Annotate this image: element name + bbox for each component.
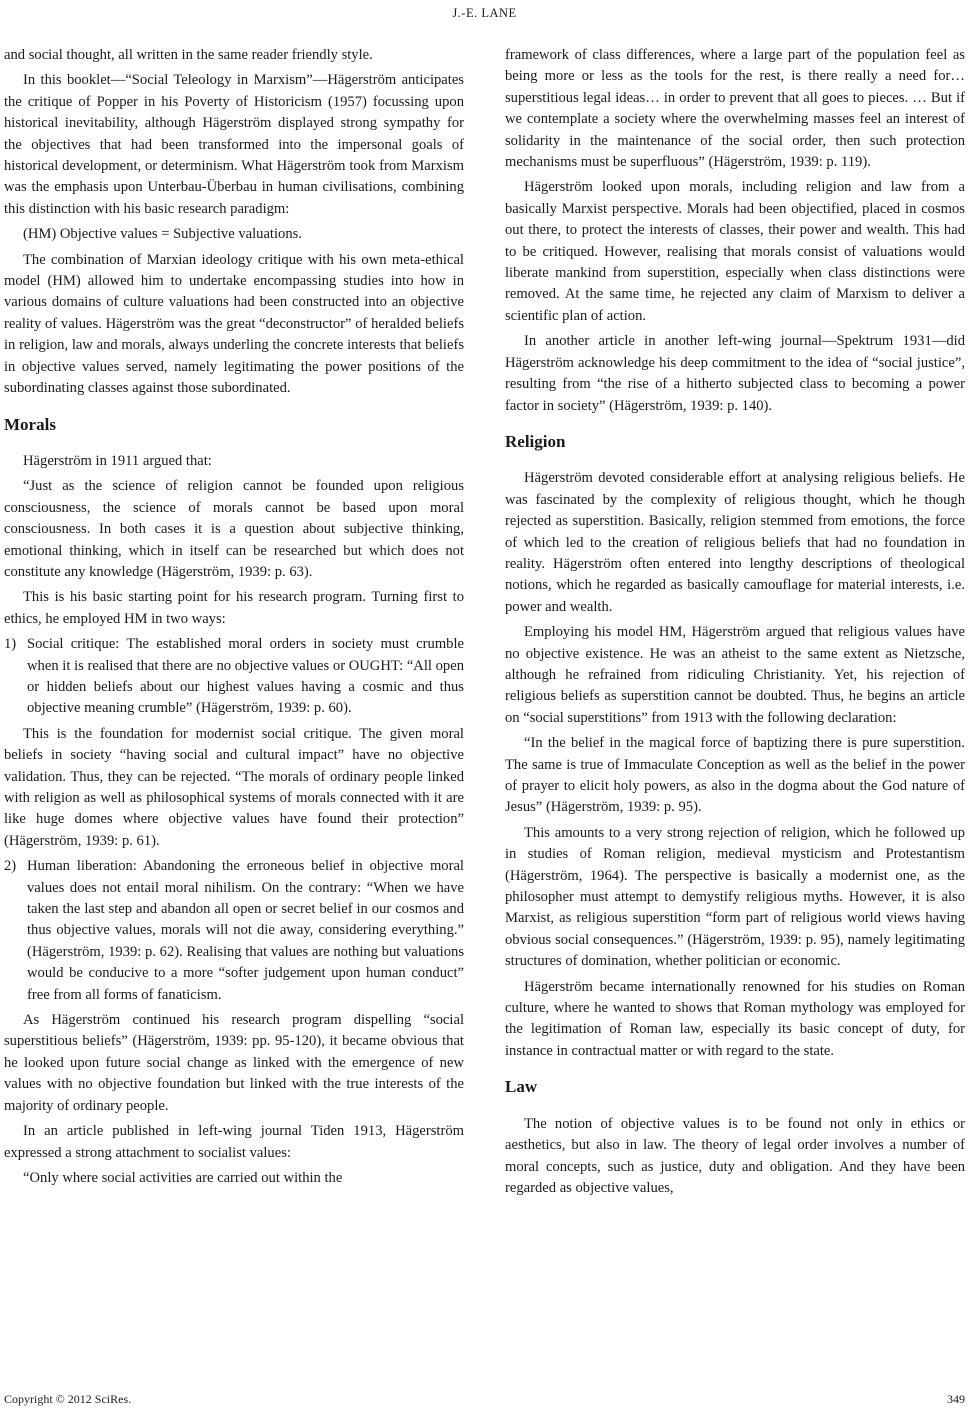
section-heading-morals: Morals <box>4 414 56 434</box>
paragraph: and social thought, all written in the same reader friendly style. <box>4 47 373 63</box>
list-item <box>4 856 464 1006</box>
numbered-list <box>4 856 464 1006</box>
paragraph: In an article published in left-wing journal Tiden 1913, Hägerström expressed a strong attachment to socialist values: <box>4 1123 464 1161</box>
copyright-notice: Copyright © 2012 SciRes. <box>4 1392 132 1406</box>
list-item <box>4 634 464 720</box>
quote-paragraph: “Just as the science of religion cannot be founded upon religious consciousness, the science of morals cannot be based upon moral consciousness. In both cases it is a question about subjective thinking, emotional thinking, which in itself can be researched but which does not constitute any knowledge (Hägerström, 1939: p. 63). <box>4 478 464 580</box>
list-number: 1) <box>4 636 17 653</box>
paragraph: This amounts to a very strong rejection of religion, which he followed up in studies of Roman religion, medieval mysticism and Protestantism (Hägerström, 1964). The perspective is basically a modernist one, as the philosopher must attempt to demystify religious myths. However, it is also Marxist, as religious superstition “form part of religious world views having obvious social consequences.” (Hägerström, 1939: p. 95), namely legitimating structures of domination, whether politician or economic. <box>505 824 965 970</box>
running-header: J.-E. LANE <box>452 6 517 20</box>
paragraph: Employing his model HM, Hägerström argued that religious values have no objective existence. He was an atheist to the same extent as Nietzsche, although he refrained from ridiculing Christianity. Yet, his rejection of religious beliefs as superstition cannot be doubted. Thus, he begins an article on “social superstitions” from 1913 with the following declaration: <box>505 624 965 726</box>
paragraph: The combination of Marxian ideology critique with his own meta-ethical model (HM) allowed him to undertake encompassing studies into how in various domains of culture valuations had been constructed into an objective reality of values. Hägerström was the great “deconstructor” of heralded beliefs in religion, law and morals, always underling the concrete interests that beliefs in objective values served, namely legitimating the power positions of the subordinating classes against those subordinated. <box>4 251 464 397</box>
section-heading-law: Law <box>505 1077 538 1097</box>
paragraph-model-hm: (HM) Objective values = Subjective valuations. <box>23 226 302 243</box>
left-column <box>4 45 464 1193</box>
numbered-list <box>4 634 464 720</box>
paragraph: Hägerström became internationally renowned for his studies on Roman culture, where he wanted to shows that Roman mythology was employed for the legitimation of Roman law, especially its basic concept of duty, for instance in contractual matter or with regard to the state. <box>505 978 965 1059</box>
list-item-text: Social critique: The established moral orders in society must crumble when it is realised that there are no objective values or OUGHT: “All open or hidden beliefs about our highest values having a cosmic and thus objective meaning crumble” (Hägerström, 1939: p. 60). <box>27 636 464 717</box>
paragraph: Hägerström devoted considerable effort at analysing religious beliefs. He was fascinated by the complexity of religious thought, which he though rejected as superstition. Basically, religion stemmed from emotions, the force of which led to the creation of religious beliefs that had no foundation in reality. Hägerström often entered into lengthy descriptions of theological notions, which he regarded as basically camouflage for material interests, i.e. power and wealth. <box>505 470 965 615</box>
paragraph: In another article in another left-wing journal—Spektrum 1931—did Hägerström acknowledge his deep commitment to the idea of “social justice”, resulting from “the rise of a hitherto subjected class to becoming a power factor in society” (Hägerström, 1939: p. 140). <box>505 333 965 414</box>
paragraph: Hägerström looked upon morals, including religion and law from a basically Marxist perspective. Morals had been objectified, placed in cosmos out there, to protect the interests of classes, their power and wealth. This had to be critiqued. However, realising that morals consist of valuations would liberate mankind from superstition, especially when class distinctions were removed. At the same time, he rejected any claim of Marxism to deliver a scientific plan of action. <box>505 179 965 324</box>
paragraph: This is the foundation for modernist social critique. The given moral beliefs in society “having social and cultural impact” have no objective validation. Thus, they can be rejected. “The morals of ordinary people linked with religion as well as philosophical systems of morals connected with it are like huge domes where objective values have found their protection” (Hägerström, 1939: p. 61). <box>4 725 464 849</box>
list-number: 2) <box>4 858 17 875</box>
quote-paragraph: framework of class differences, where a large part of the population feel as being more or less as the tools for the rest, is there really a need for… superstitious legal ideas… in order to prevent that all goes to pieces. … But if we contemplate a society where the overwhelming masses feel an interest of solidarity in the maintenance of the social order, then such protection mechanisms must be superfluous” (Hägerström, 1939: p. 119). <box>505 47 965 171</box>
paragraph: As Hägerström continued his research program dispelling “social superstitious beliefs” (Hägerström, 1939: pp. 95-120), it became obvious that he looked upon future social change as linked with the emergence of new values with no objective foundation but linked with the true interests of the majority of ordinary people. <box>4 1012 464 1114</box>
section-heading-religion: Religion <box>505 431 566 451</box>
list-item-text: Human liberation: Abandoning the erroneous belief in objective moral values does not entail moral nihilism. On the contrary: “When we have taken the last step and abandon all open or secret belief in our cosmos and thus objective values, morals will not die away, considering everything.” (Hägerström, 1939: p. 62). Realising that values are nothing but valuations would be conducive to a more “softer judgement upon human conduct” free from all forms of fanaticism. <box>27 858 464 1003</box>
paragraph: This is his basic starting point for his research program. Turning first to ethics, he employed HM in two ways: <box>4 589 464 627</box>
right-column <box>505 45 965 1203</box>
paragraph: Hägerström in 1911 argued that: <box>23 452 212 469</box>
paragraph: In this booklet—“Social Teleology in Marxism”—Hägerström anticipates the critique of Popper in his Poverty of Historicism (1957) focussing upon historical inevitability, although Hägerström displayed strong sympathy for the objectives that had been transformed into the impersonal goals of historical development, or determinism. What Hägerström took from Marxism was the emphasis upon Unterbau-Überbau in human civilisations, combining this distinction with his basic research paradigm: <box>4 72 464 217</box>
quote-paragraph: “In the belief in the magical force of baptizing there is pure superstition. The same is true of Immaculate Conception as well as the belief in the power of prayer to elicit holy powers, as also in the dogma about the God nature of Jesus” (Hägerström, 1939: p. 95). <box>505 735 965 816</box>
page-number: 349 <box>947 1392 965 1406</box>
quote-paragraph: “Only where social activities are carried out within the <box>23 1169 343 1186</box>
paragraph: The notion of objective values is to be found not only in ethics or aesthetics, but also in law. The theory of legal order involves a number of moral concepts, such as justice, duty and obligation. And they have been regarded as objective values, <box>505 1115 965 1196</box>
